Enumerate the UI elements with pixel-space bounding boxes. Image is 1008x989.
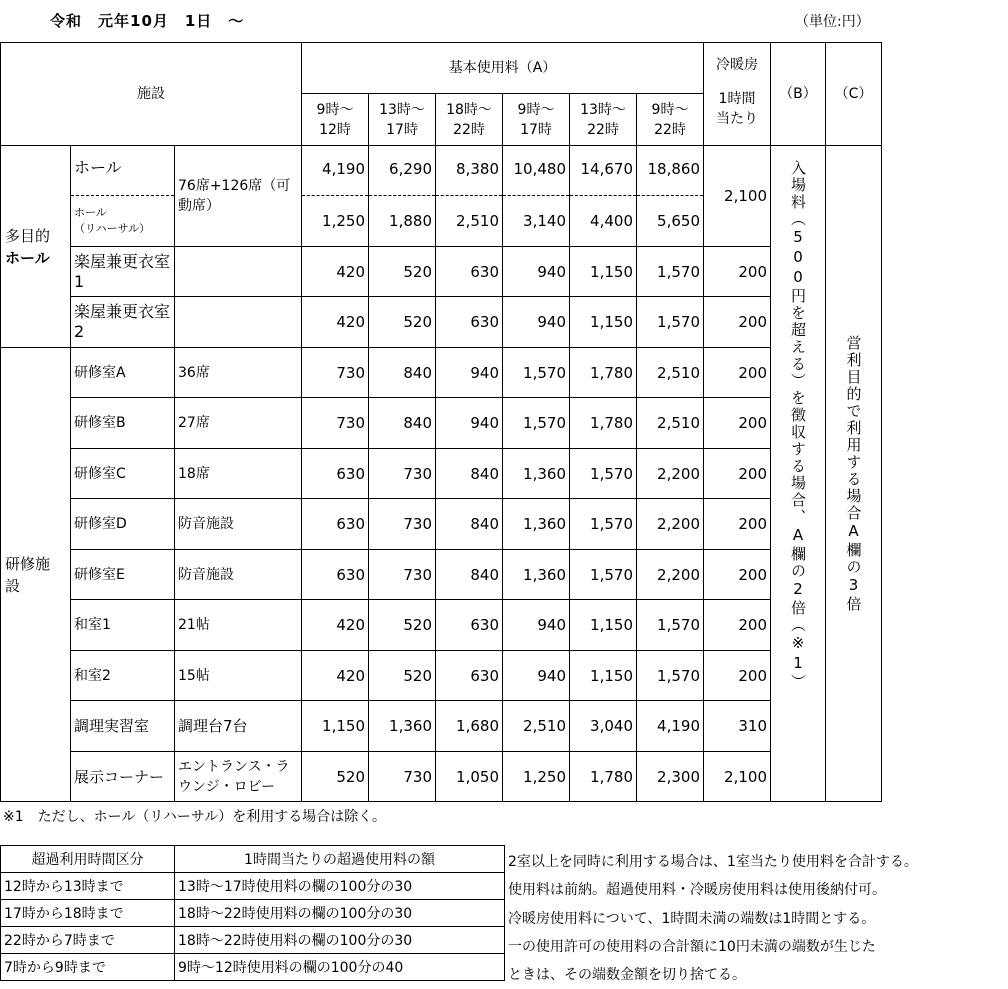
group-training-facilities: 研修施 設 <box>1 348 71 802</box>
fee-cell: 8,380 <box>436 146 503 196</box>
footnote: ※1 ただし、ホール（リハーサル）を利用する場合は除く。 <box>3 809 386 825</box>
overtime-row <box>1 900 505 927</box>
table-row <box>1 146 882 196</box>
table-row <box>1 600 882 651</box>
fee-cell: 630 <box>436 297 503 348</box>
room-note: 21帖 <box>175 600 302 651</box>
fee-cell: 420 <box>302 600 369 651</box>
fee-cell: 630 <box>302 499 369 550</box>
room-name: 和室1 <box>71 600 175 651</box>
fee-cell: 840 <box>369 348 436 398</box>
table-row <box>1 348 882 398</box>
overtime-period: 22時から7時まで <box>1 927 175 954</box>
unit-label: （単位:円） <box>795 14 870 30</box>
overtime-period: 17時から18時まで <box>1 900 175 927</box>
fee-cell: 1,360 <box>503 550 570 600</box>
fee-cell: 1,150 <box>570 297 637 348</box>
fee-cell: 730 <box>369 550 436 600</box>
room-name: 和室2 <box>71 651 175 701</box>
heating-fee: 200 <box>704 348 771 398</box>
fee-cell: 730 <box>369 499 436 550</box>
note-item: 使用料は前納。超過使用料・冷暖房使用料は使用後納付可。 <box>508 882 886 899</box>
fee-cell: 420 <box>302 651 369 701</box>
time-slot-header: 18時～ 22時 <box>436 94 503 146</box>
room-note: 36席 <box>175 348 302 398</box>
fee-cell: 3,140 <box>503 196 570 247</box>
fee-cell: 18,860 <box>637 146 704 196</box>
fee-cell: 630 <box>302 449 369 499</box>
room-name: ホール <box>71 146 175 196</box>
note-item: 冷暖房使用料について、1時間未満の端数は1時間とする。 <box>508 910 876 927</box>
fee-cell: 840 <box>436 449 503 499</box>
table-row <box>1 398 882 449</box>
fee-cell: 2,510 <box>637 348 704 398</box>
room-name: 研修室C <box>71 449 175 499</box>
col-c-header: （C） <box>826 43 882 146</box>
fee-cell: 940 <box>503 247 570 297</box>
fee-cell: 1,880 <box>369 196 436 247</box>
fee-cell: 520 <box>302 752 369 802</box>
heating-header <box>704 43 771 146</box>
fee-cell: 1,570 <box>637 600 704 651</box>
heating-per-hour-line2: 当たり <box>716 111 758 127</box>
fee-cell: 2,300 <box>637 752 704 802</box>
facility-header: 施設 <box>1 43 302 146</box>
room-note <box>175 247 302 297</box>
fee-cell: 840 <box>369 398 436 449</box>
fee-cell: 940 <box>503 651 570 701</box>
table-row <box>1 651 882 701</box>
fee-cell: 520 <box>369 247 436 297</box>
overtime-fee: 18時～22時使用料の欄の100分の30 <box>175 900 505 927</box>
fee-cell: 1,780 <box>570 752 637 802</box>
room-name: 展示コーナー <box>71 752 175 802</box>
fee-cell: 420 <box>302 297 369 348</box>
fee-cell: 1,570 <box>570 499 637 550</box>
fee-cell: 1,570 <box>637 297 704 348</box>
fee-cell: 1,780 <box>570 398 637 449</box>
fee-cell: 420 <box>302 247 369 297</box>
room-name: 研修室E <box>71 550 175 600</box>
heating-fee: 200 <box>704 398 771 449</box>
fee-cell: 630 <box>436 600 503 651</box>
fee-cell: 940 <box>503 600 570 651</box>
overtime-header-period: 超過利用時間区分 <box>1 846 175 873</box>
heating-fee: 200 <box>704 499 771 550</box>
heating-fee: 200 <box>704 600 771 651</box>
fee-cell: 4,400 <box>570 196 637 247</box>
room-name: 研修室A <box>71 348 175 398</box>
overtime-fee: 18時～22時使用料の欄の100分の30 <box>175 927 505 954</box>
room-name: 楽屋兼更衣室2 <box>71 297 175 348</box>
fee-cell: 2,510 <box>436 196 503 247</box>
note-item: 一の使用許可の使用料の合計額に10円未満の端数が生じた <box>508 938 876 955</box>
fee-cell: 4,190 <box>302 146 369 196</box>
overtime-period: 12時から13時まで <box>1 873 175 900</box>
room-note <box>175 297 302 348</box>
time-slot-header: 13時～ 22時 <box>570 94 637 146</box>
fee-cell: 630 <box>302 550 369 600</box>
time-slot-header: 9時～ 12時 <box>302 94 369 146</box>
room-note: 76席+126席（可動席） <box>175 146 302 247</box>
fee-cell: 1,150 <box>302 701 369 752</box>
fee-cell: 1,360 <box>503 449 570 499</box>
heating-fee: 200 <box>704 550 771 600</box>
fee-cell: 14,670 <box>570 146 637 196</box>
table-row <box>1 550 882 600</box>
fee-cell: 1,570 <box>503 348 570 398</box>
overtime-header-row <box>1 846 505 873</box>
heating-fee: 200 <box>704 449 771 499</box>
note-item: ときは、その端数金額を切り捨てる。 <box>508 967 746 984</box>
overtime-fee: 9時～12時使用料の欄の100分の40 <box>175 954 505 981</box>
fee-cell: 1,150 <box>570 651 637 701</box>
overtime-row <box>1 954 505 981</box>
fee-cell: 840 <box>436 499 503 550</box>
overtime-row <box>1 927 505 954</box>
fee-cell: 940 <box>436 398 503 449</box>
fee-cell: 630 <box>436 247 503 297</box>
overtime-fee: 13時～17時使用料の欄の100分の30 <box>175 873 505 900</box>
table-row <box>1 499 882 550</box>
heating-header-label: 冷暖房 <box>716 57 758 73</box>
fee-cell: 2,200 <box>637 550 704 600</box>
room-note: 15帖 <box>175 651 302 701</box>
table-row <box>1 247 882 297</box>
time-slot-header: 9時～ 17時 <box>503 94 570 146</box>
fee-cell: 940 <box>503 297 570 348</box>
fee-cell: 520 <box>369 297 436 348</box>
fee-table <box>0 42 882 802</box>
fee-cell: 6,290 <box>369 146 436 196</box>
fee-cell: 10,480 <box>503 146 570 196</box>
fee-cell: 1,570 <box>637 651 704 701</box>
fee-cell: 1,570 <box>637 247 704 297</box>
time-slot-header: 13時～ 17時 <box>369 94 436 146</box>
time-slot-header: 9時～ 22時 <box>637 94 704 146</box>
fee-cell: 2,200 <box>637 449 704 499</box>
heating-fee: 2,100 <box>704 146 771 247</box>
room-note: 18席 <box>175 449 302 499</box>
table-row <box>1 752 882 802</box>
room-note: 27席 <box>175 398 302 449</box>
fee-cell: 1,050 <box>436 752 503 802</box>
fee-cell: 520 <box>369 651 436 701</box>
note-item: 2室以上を同時に利用する場合は、1室当たり使用料を合計する。 <box>508 854 918 870</box>
room-note: 調理台7台 <box>175 701 302 752</box>
fee-cell: 2,510 <box>637 398 704 449</box>
overtime-header-fee: 1時間当たりの超過使用料の額 <box>175 846 505 873</box>
notes-list <box>508 848 918 989</box>
fee-cell: 5,650 <box>637 196 704 247</box>
fee-cell: 730 <box>369 752 436 802</box>
fee-cell: 730 <box>302 398 369 449</box>
room-note: 防音施設 <box>175 550 302 600</box>
group-multipurpose-hall: 多目的 ホール <box>1 146 71 348</box>
col-c-commercial-rule: 営利目的で利用する場合A欄の3倍 <box>826 146 882 802</box>
fee-cell: 940 <box>436 348 503 398</box>
fee-cell: 730 <box>369 449 436 499</box>
heating-fee: 200 <box>704 651 771 701</box>
fee-cell: 520 <box>369 600 436 651</box>
fee-cell: 1,360 <box>503 499 570 550</box>
fee-cell: 1,570 <box>570 550 637 600</box>
fee-cell: 1,780 <box>570 348 637 398</box>
table-row <box>1 449 882 499</box>
fee-cell: 4,190 <box>637 701 704 752</box>
table-row <box>1 297 882 348</box>
basic-fee-header: 基本使用料（A） <box>302 43 704 94</box>
fee-cell: 1,570 <box>570 449 637 499</box>
table-row <box>1 701 882 752</box>
fee-cell: 1,250 <box>503 752 570 802</box>
fee-cell: 1,570 <box>503 398 570 449</box>
room-note: エントランス・ラウンジ・ロビー <box>175 752 302 802</box>
heating-per-hour-line1: 1時間 <box>718 91 756 107</box>
col-b-admission-rule: 入場料（500円を超える）を徴収する場合、A欄の2倍（※1） <box>771 146 826 802</box>
room-name: 研修室D <box>71 499 175 550</box>
room-name: ホール （リハーサル） <box>71 196 175 247</box>
fee-cell: 1,250 <box>302 196 369 247</box>
heating-fee: 200 <box>704 297 771 348</box>
heating-fee: 200 <box>704 247 771 297</box>
fee-cell: 1,360 <box>369 701 436 752</box>
room-name: 研修室B <box>71 398 175 449</box>
fee-cell: 630 <box>436 651 503 701</box>
heating-fee: 310 <box>704 701 771 752</box>
fee-cell: 1,150 <box>570 247 637 297</box>
overtime-table <box>0 845 505 981</box>
col-b-header: （B） <box>771 43 826 146</box>
fee-cell: 1,680 <box>436 701 503 752</box>
room-name: 調理実習室 <box>71 701 175 752</box>
fee-cell: 3,040 <box>570 701 637 752</box>
fee-cell: 730 <box>302 348 369 398</box>
room-name: 楽屋兼更衣室1 <box>71 247 175 297</box>
fee-cell: 2,200 <box>637 499 704 550</box>
room-note: 防音施設 <box>175 499 302 550</box>
overtime-period: 7時から9時まで <box>1 954 175 981</box>
fee-cell: 840 <box>436 550 503 600</box>
overtime-row <box>1 873 505 900</box>
fee-cell: 1,150 <box>570 600 637 651</box>
fee-cell: 2,510 <box>503 701 570 752</box>
heating-fee: 2,100 <box>704 752 771 802</box>
effective-date: 令和 元年10月 1日 ～ <box>50 12 245 30</box>
